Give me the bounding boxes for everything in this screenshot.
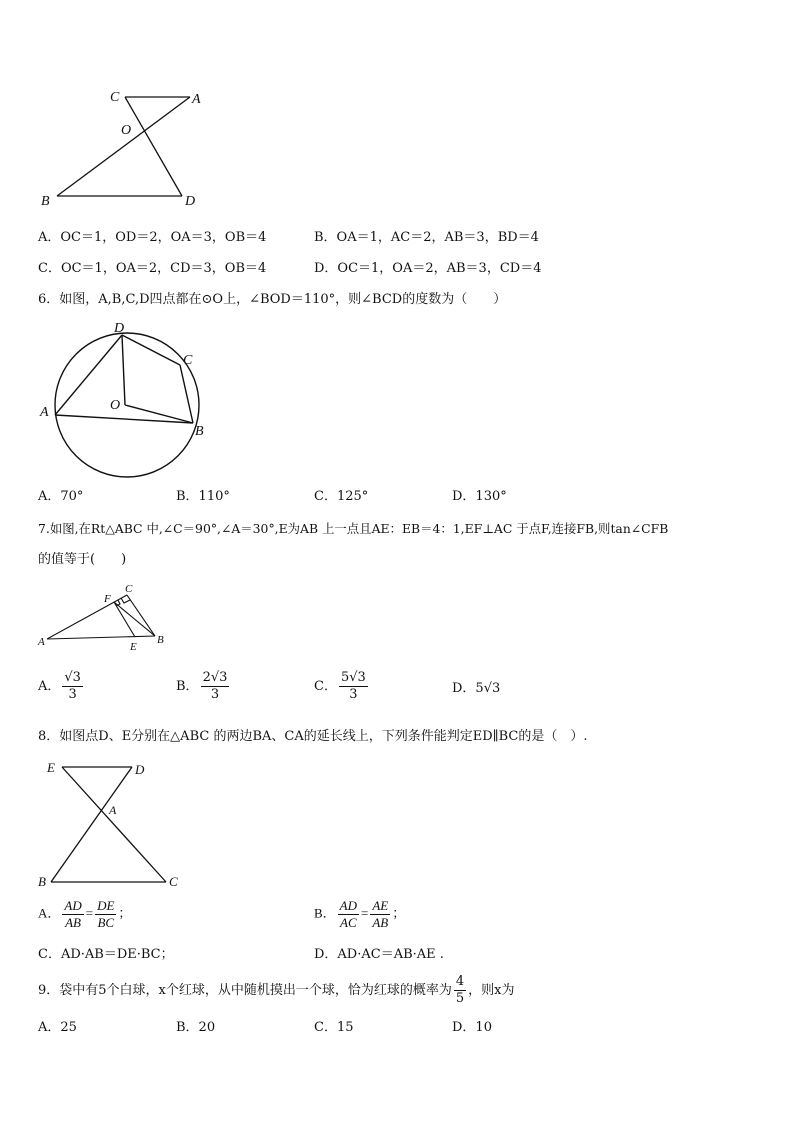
q7-option-b-num: 2√3 <box>202 670 228 685</box>
q7-stem-line2: 的值等于( ) <box>38 552 127 567</box>
q9-stem-before: 9．袋中有5个白球，x个红球，从中随机摸出一个球，恰为红球的概率为 <box>38 983 452 998</box>
label-o: O <box>121 123 132 138</box>
label-a: A <box>38 636 45 648</box>
label-b: B <box>41 194 50 209</box>
q8-option-b-frac2-den: AB <box>372 915 389 930</box>
q7-stem-line1: 7.如图,在Rt△ABC 中,∠C＝90°,∠A＝30°,E为AB 上一点且AE：EB＝4：1,EF⊥AC 于点F,连接FB,则tan∠CFB <box>38 521 669 536</box>
label-f: F <box>104 593 111 605</box>
q8-stem: 8．如图点D、E分别在△ABC 的两边BA、CA的延长线上，下列条件能判定ED∥BC的是（ ）. <box>38 729 588 744</box>
q8-option-a-frac1-den: AB <box>65 915 81 930</box>
q8-option-c: C．AD·AB＝DE·BC； <box>38 947 174 962</box>
q7-option-a-den: 3 <box>68 687 77 702</box>
q6-stem: 6．如图，A,B,C,D四点都在⊙O上，∠BOD＝110°，则∠BCD的度数为（ ） <box>38 292 507 307</box>
label-d: D <box>135 762 145 777</box>
q8-option-b-frac1-den: AC <box>340 915 357 930</box>
q7-option-c-den: 3 <box>349 687 358 702</box>
q5-option-a: A．OC＝1，OD＝2，OA＝3，OB＝4 <box>38 230 267 245</box>
label-a: A <box>40 405 49 420</box>
q9-stem-after: ，则x为 <box>468 983 515 998</box>
q9-frac-num: 4 <box>455 974 465 989</box>
label-e: E <box>130 641 137 653</box>
label-d: D <box>114 321 125 336</box>
label-c: C <box>125 583 133 595</box>
q5-option-d: D．OC＝1，OA＝2，AB＝3，CD＝4 <box>314 261 542 276</box>
q8-option-d: D．AD·AC＝AB·AE . <box>314 947 444 962</box>
q8-option-a-prefix: A． <box>38 905 61 921</box>
q9-frac-den: 5 <box>455 991 465 1006</box>
q9-probability-fraction <box>454 974 466 1007</box>
q8-option-a-tail: ； <box>118 905 132 921</box>
q8-option-b-frac2-num: AE <box>372 898 389 913</box>
q7-option-b-prefix: B． <box>176 679 199 694</box>
q8-option-a <box>38 898 131 931</box>
label-a: A <box>109 803 117 817</box>
segment-ec <box>62 767 166 882</box>
q7-option-a-num: √3 <box>64 670 81 685</box>
q8-option-a-equals: = <box>85 905 94 921</box>
q8-option-b <box>314 898 405 931</box>
q8-option-b-frac1 <box>338 898 359 931</box>
q8-option-a-frac2-num: DE <box>97 898 115 913</box>
q5-option-c: C．OC＝1，OA＝2，CD＝3，OB＝4 <box>38 261 267 276</box>
segment-db <box>51 767 132 882</box>
label-c: C <box>169 874 178 889</box>
label-d: D <box>185 194 196 209</box>
q6-option-b: B．110° <box>176 489 230 504</box>
q5-option-b: B．OA＝1，AC＝2，AB＝3，BD＝4 <box>314 230 539 245</box>
q9-option-c: C．15 <box>314 1020 354 1035</box>
q7-option-c-prefix: C． <box>314 679 337 694</box>
label-b: B <box>38 874 46 889</box>
q9-option-b: B．20 <box>176 1020 216 1035</box>
q8-option-b-equals: = <box>361 905 369 921</box>
q8-option-b-prefix: B． <box>314 905 336 921</box>
q7-option-d: D．5√3 <box>452 681 501 696</box>
q8-option-a-frac2-den: BC <box>97 915 115 930</box>
label-a: A <box>192 92 201 107</box>
label-e: E <box>47 760 55 775</box>
label-b: B <box>157 634 164 646</box>
q8-option-a-frac1-num: AD <box>64 898 82 913</box>
q6-option-a: A．70° <box>38 489 84 504</box>
q7-option-a-prefix: A． <box>38 679 61 694</box>
q8-option-b-frac2 <box>370 898 390 931</box>
q9-option-a: A．25 <box>38 1020 77 1035</box>
label-c: C <box>110 90 120 105</box>
q7-option-c-num: 5√3 <box>340 670 366 685</box>
q6-option-c: C．125° <box>314 489 369 504</box>
q8-option-b-tail: ； <box>392 905 406 921</box>
q9-option-d: D．10 <box>452 1020 492 1035</box>
label-b: B <box>195 424 204 439</box>
label-o: O <box>110 398 121 413</box>
q8-option-a-frac2 <box>95 898 116 931</box>
q9-stem <box>38 974 515 1007</box>
q8-option-a-frac1 <box>62 898 83 931</box>
q8-option-b-frac1-num: AD <box>339 898 358 913</box>
q6-option-d: D．130° <box>452 489 507 504</box>
label-c: C <box>183 353 193 368</box>
q7-option-b-den: 3 <box>210 687 220 702</box>
